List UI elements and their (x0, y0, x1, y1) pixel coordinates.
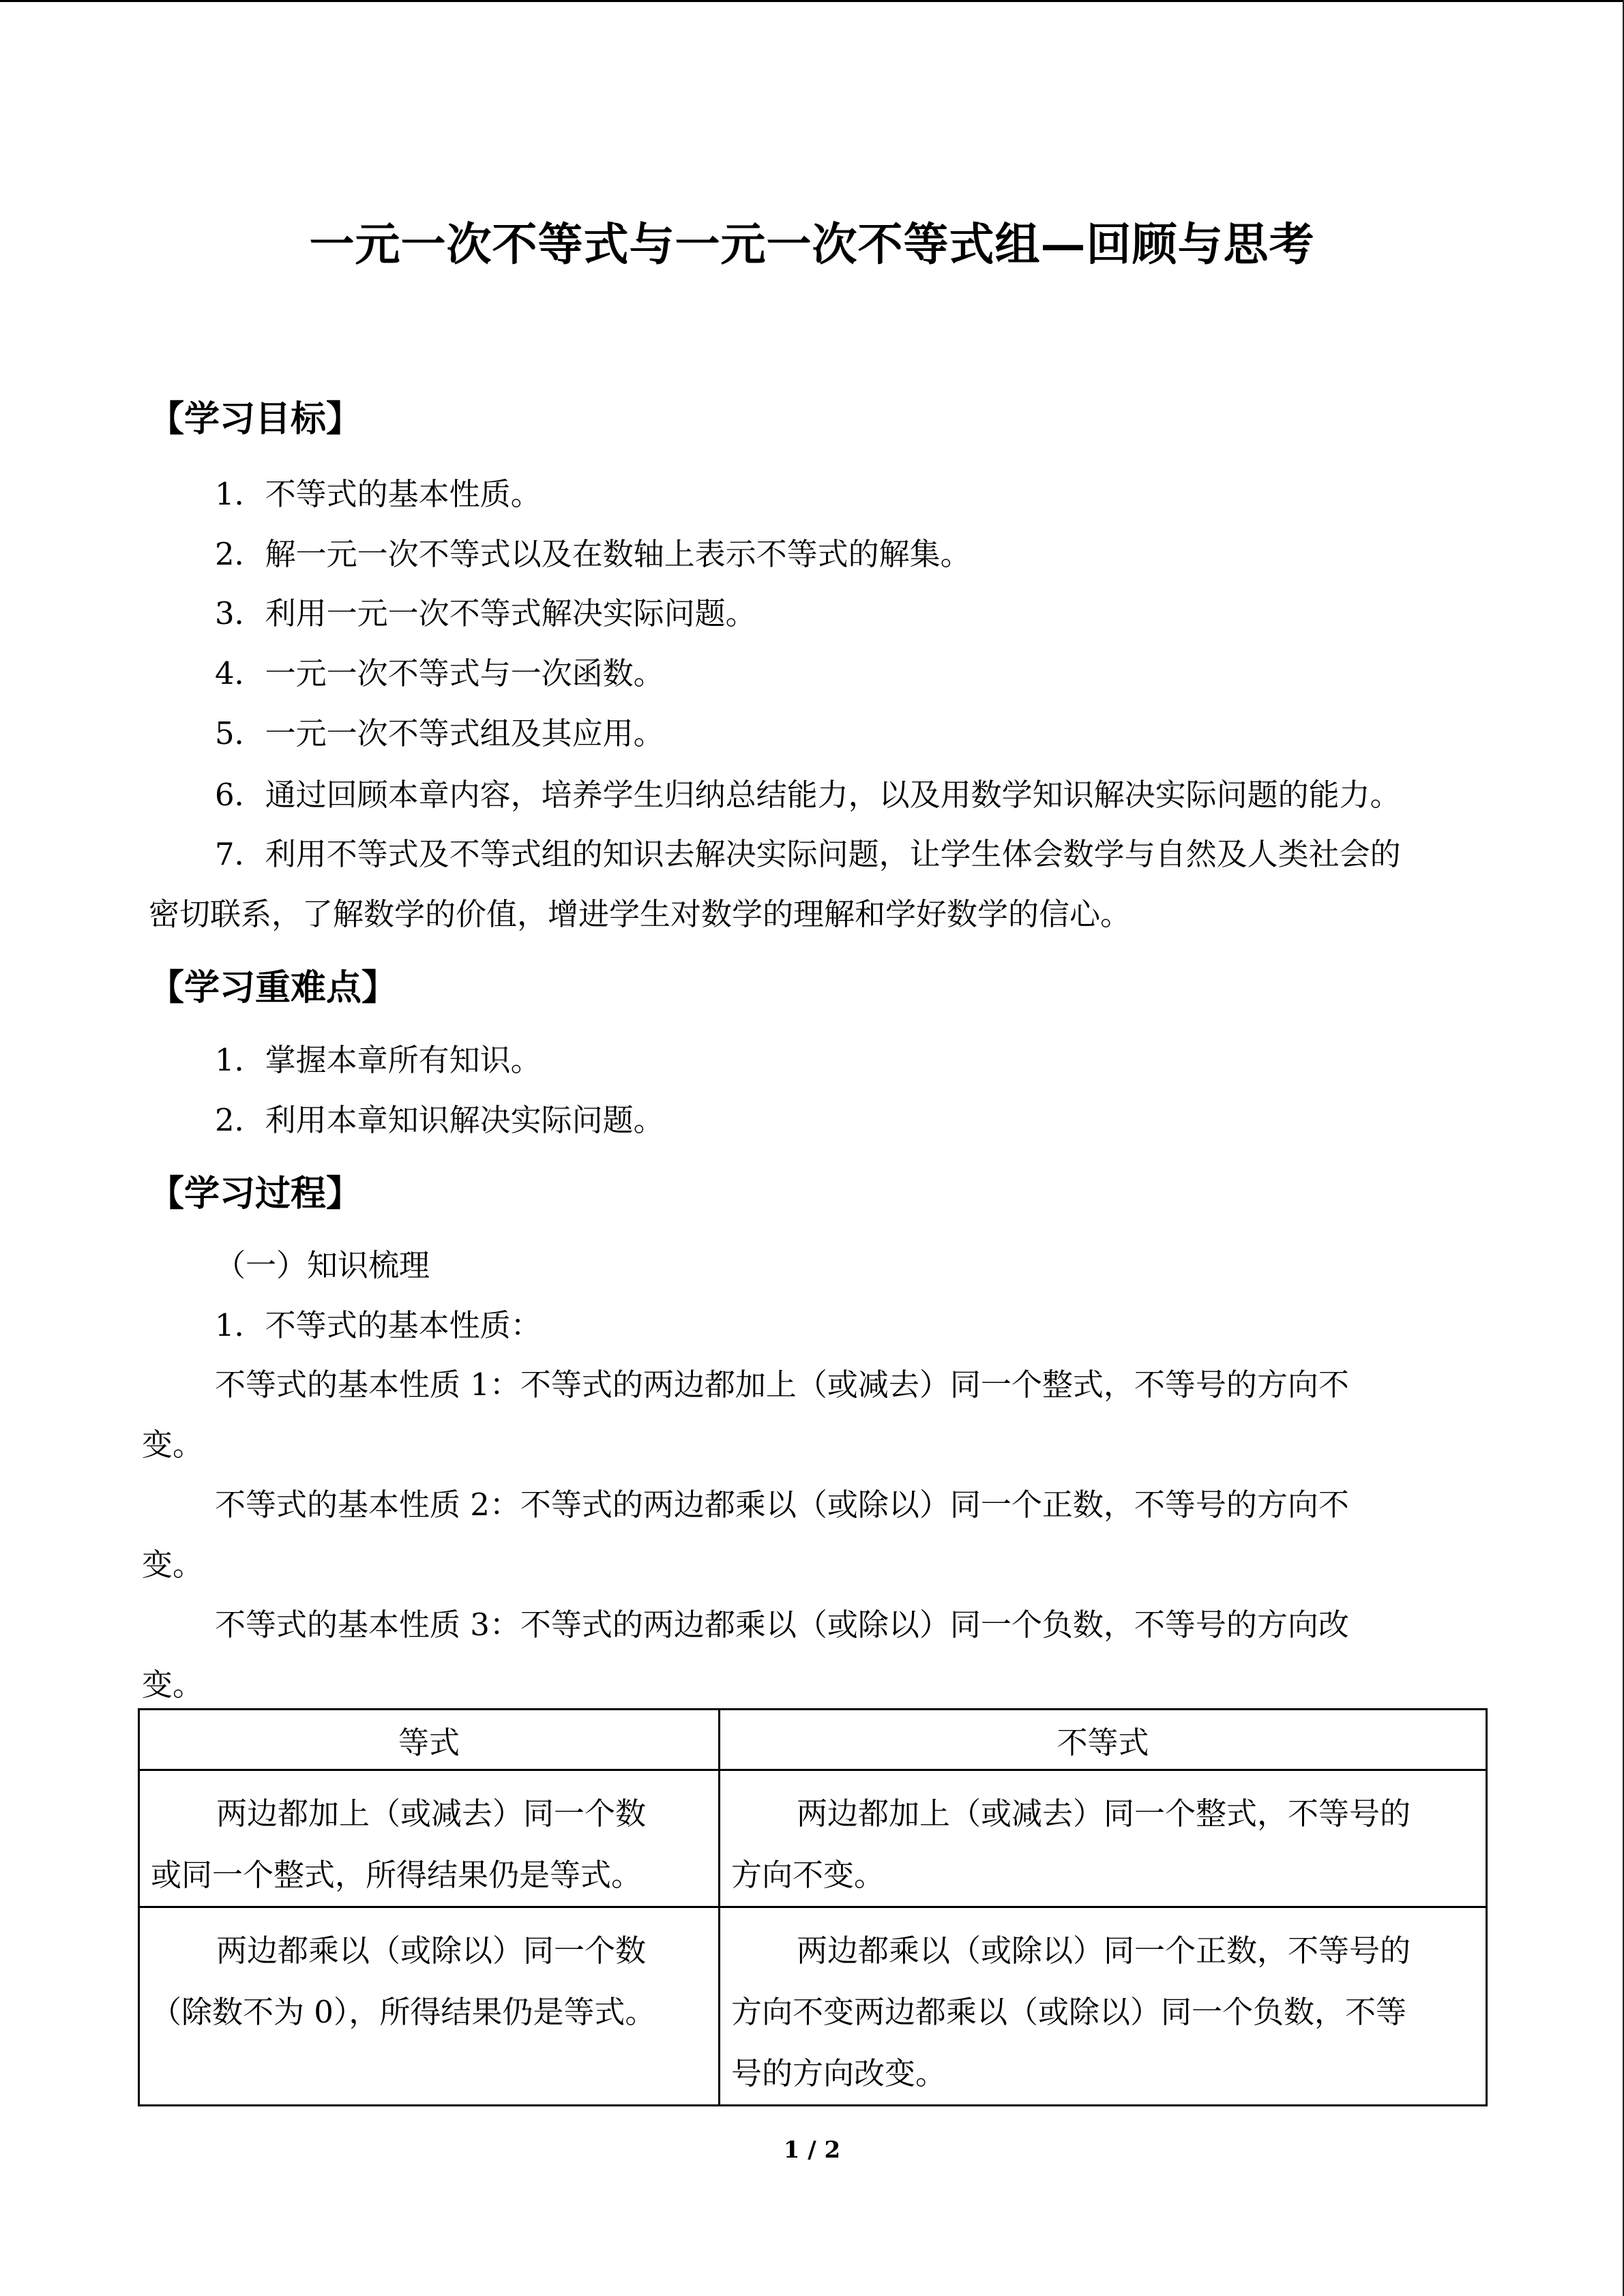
goal-item: 5．一元一次不等式组及其应用。 (215, 715, 664, 751)
goal-item: 4．一元一次不等式与一次函数。 (215, 655, 664, 691)
section-heading-key-points: 【学习重难点】 (149, 968, 398, 1009)
property-3-continued: 变。 (142, 1667, 204, 1703)
goal-item: 6．通过回顾本章内容，培养学生归纳总结能力，以及用数学知识解决实际问题的能力。 (215, 777, 1401, 813)
cell-line: 方向不变。 (731, 1857, 885, 1893)
table-cell (139, 1907, 720, 2106)
goal-item: 1．不等式的基本性质。 (215, 476, 542, 512)
table-cell (720, 1907, 1487, 2106)
cell-text: 两边都加上（或减去）同一个数 (216, 1795, 647, 1832)
goal-item: 3．利用一元一次不等式解决实际问题。 (215, 595, 756, 631)
goal-item: 2．解一元一次不等式以及在数轴上表示不等式的解集。 (215, 536, 971, 572)
section-heading-process: 【学习过程】 (149, 1174, 362, 1214)
page-title: 一元一次不等式与一元一次不等式组—回顾与思考 (309, 218, 1315, 271)
header-inequality: 不等式 (720, 1710, 1487, 1770)
cell-line (151, 1920, 707, 1982)
property-2: 不等式的基本性质 2：不等式的两边都乘以（或除以）同一个正数，不等号的方向不 (215, 1487, 1349, 1523)
cell-line (731, 1783, 1475, 1845)
property-3: 不等式的基本性质 3：不等式的两边都乘以（或除以）同一个负数，不等号的方向改 (215, 1607, 1349, 1643)
cell-line: （除数不为 0），所得结果仍是等式。 (151, 1994, 656, 2030)
cell-text: 两边都乘以（或除以）同一个正数，不等号的 (797, 1933, 1411, 1969)
cell-line: 号的方向改变。 (731, 2055, 947, 2091)
key-point-item: 1．掌握本章所有知识。 (215, 1042, 542, 1078)
property-1-continued: 变。 (142, 1427, 204, 1463)
table-row (139, 1907, 1487, 2106)
process-item: 1．不等式的基本性质： (215, 1307, 542, 1343)
cell-text: 两边都加上（或减去）同一个整式，不等号的 (797, 1795, 1411, 1832)
table-row (139, 1770, 1487, 1907)
cell-line (151, 1783, 707, 1845)
table-cell (720, 1770, 1487, 1907)
goal-item-continued: 密切联系，了解数学的价值，增进学生对数学的理解和学好数学的信心。 (149, 896, 1132, 932)
top-border (0, 0, 1624, 2)
page-number: 1 / 2 (783, 2136, 841, 2164)
section-heading-goals: 【学习目标】 (149, 399, 362, 440)
table-cell (139, 1770, 720, 1907)
cell-text: 两边都乘以（或除以）同一个数 (216, 1933, 647, 1969)
property-2-continued: 变。 (142, 1547, 204, 1583)
subheading-knowledge: （一）知识梳理 (215, 1247, 430, 1283)
cell-line: 或同一个整式，所得结果仍是等式。 (151, 1857, 643, 1893)
cell-line: 方向不变两边都乘以（或除以）同一个负数，不等 (731, 1994, 1407, 2030)
comparison-table (138, 1708, 1488, 2106)
key-point-item: 2．利用本章知识解决实际问题。 (215, 1102, 664, 1138)
property-1: 不等式的基本性质 1：不等式的两边都加上（或减去）同一个整式，不等号的方向不 (215, 1367, 1349, 1403)
table-header-row (139, 1710, 1487, 1770)
cell-line (731, 1920, 1475, 1982)
header-equation: 等式 (139, 1710, 720, 1770)
goal-item: 7．利用不等式及不等式组的知识去解决实际问题，让学生体会数学与自然及人类社会的 (215, 836, 1401, 872)
